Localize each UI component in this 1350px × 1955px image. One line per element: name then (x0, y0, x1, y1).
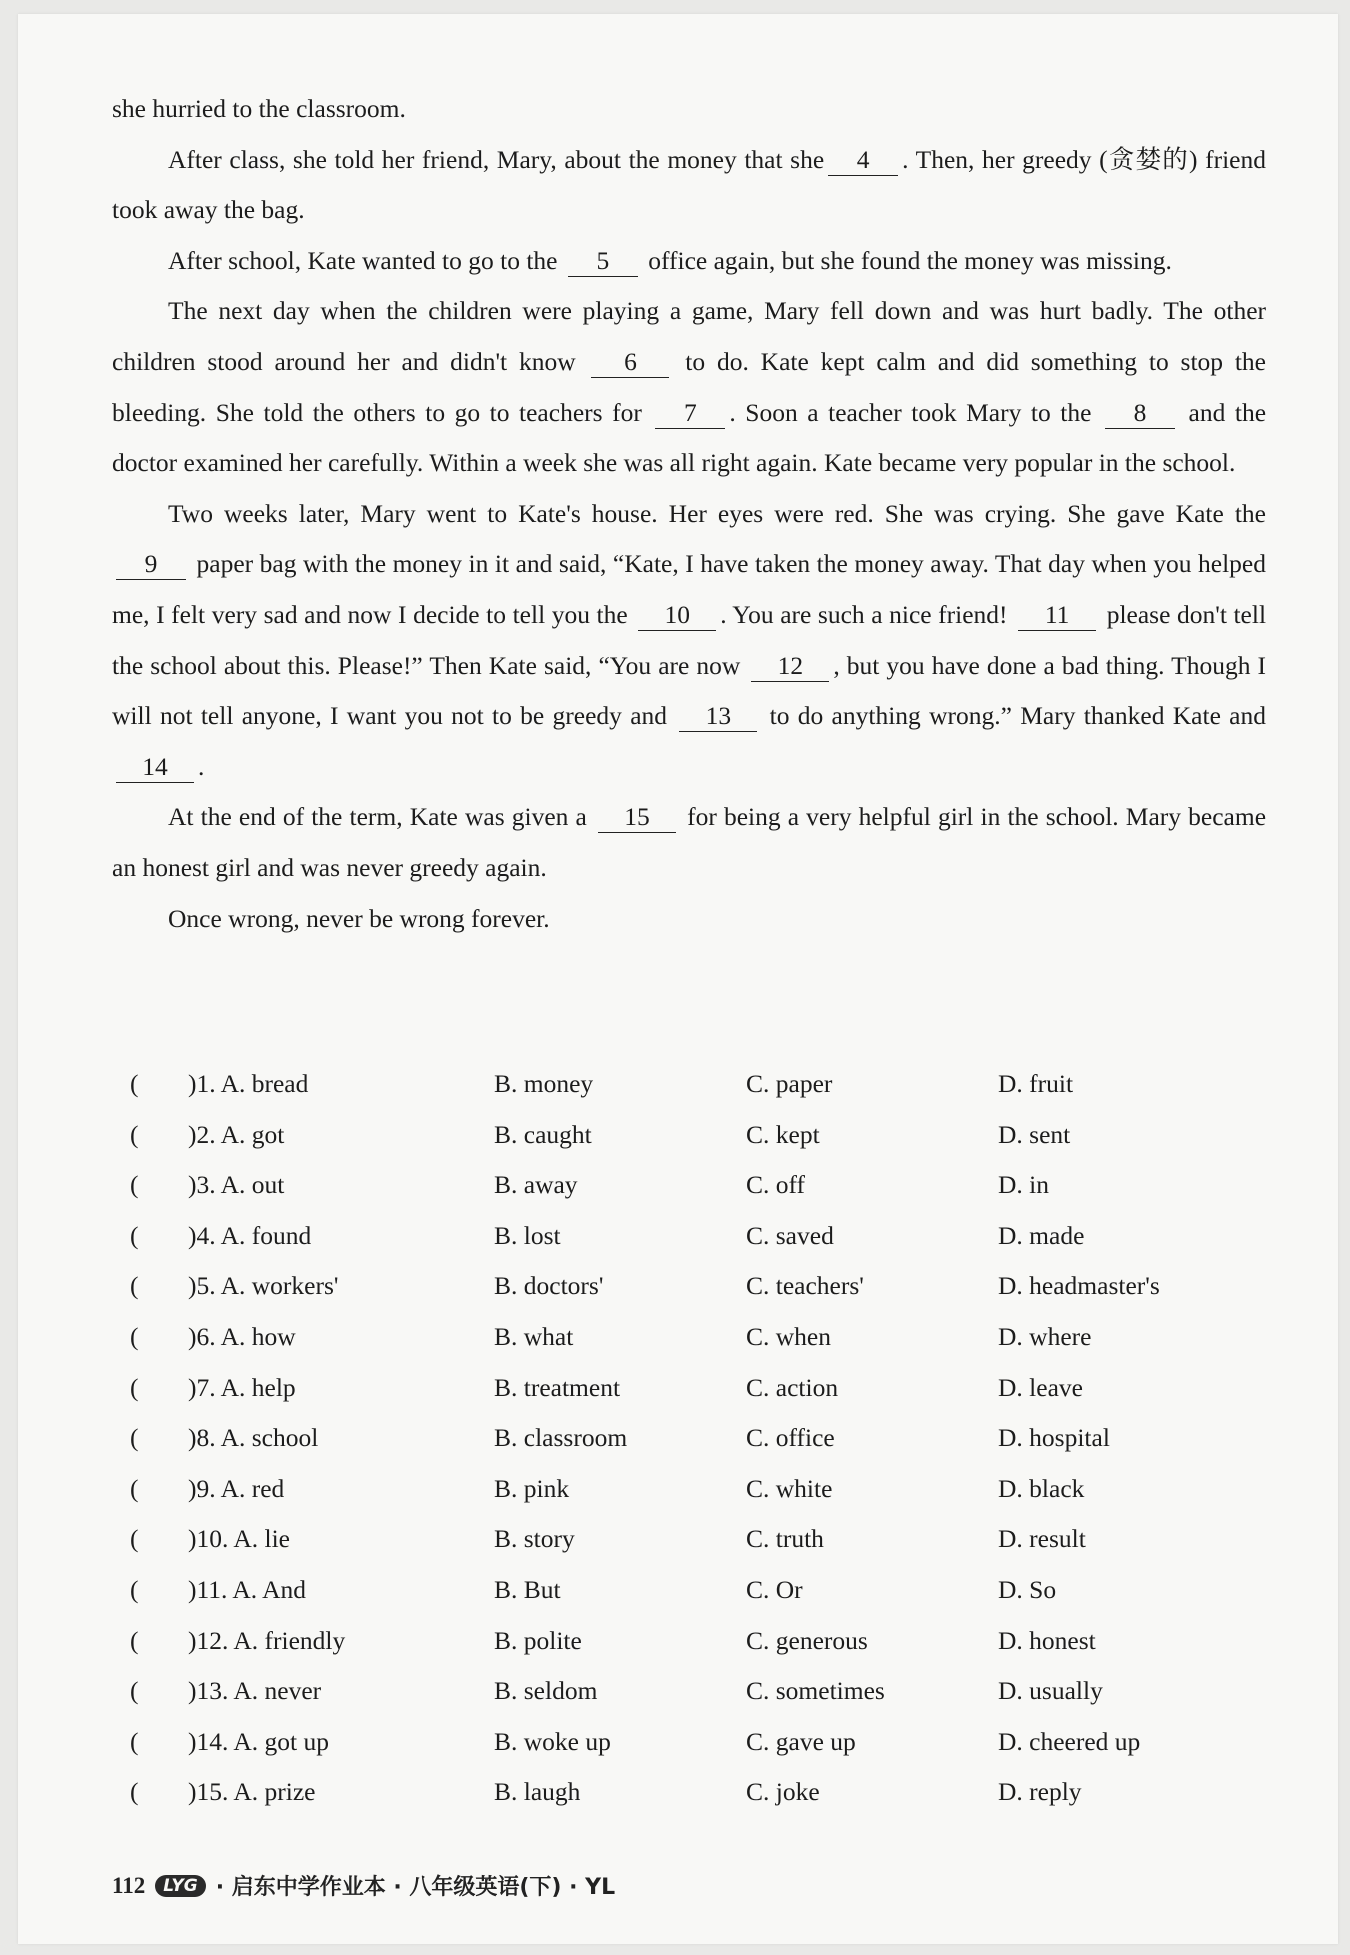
passage-text: Two weeks later, Mary went to Kate's house. Her eyes were red. She was crying. She gave Kate the (168, 498, 1266, 528)
option-a[interactable]: )11. A. And (188, 1574, 307, 1604)
option-c[interactable]: C. when (746, 1321, 831, 1351)
option-b[interactable]: B. story (494, 1524, 575, 1554)
question-row (112, 1464, 1266, 1515)
option-d[interactable]: D. in (998, 1170, 1049, 1200)
answer-paren[interactable]: ( (130, 1372, 139, 1402)
option-d[interactable]: D. black (998, 1473, 1085, 1503)
blank-13[interactable]: 13 (679, 701, 757, 732)
question-list (112, 1059, 1266, 1818)
passage-text: to do anything wrong.” Mary thanked Kate and (769, 701, 1266, 731)
option-c[interactable]: C. saved (746, 1220, 834, 1250)
paragraph (112, 84, 1266, 135)
option-b[interactable]: B. caught (494, 1119, 592, 1149)
option-a[interactable]: )5. A. workers' (188, 1271, 339, 1301)
passage-text: paper bag with the money in it and said, “Kate, I have taken the money away. That day when you helped me, I felt very sad and now I decide to tell you the (112, 549, 1267, 629)
option-d[interactable]: D. cheered up (998, 1726, 1141, 1756)
option-b[interactable]: B. doctors' (494, 1271, 604, 1301)
answer-paren[interactable]: ( (130, 1777, 139, 1807)
option-a[interactable]: )2. A. got (188, 1119, 285, 1149)
blank-11[interactable]: 11 (1018, 600, 1096, 631)
option-b[interactable]: B. what (494, 1321, 574, 1351)
answer-paren[interactable]: ( (130, 1676, 139, 1706)
passage-text: to do. Kate kept calm and did something to stop the bleeding. She told the others to go to teachers for (112, 346, 1267, 427)
option-b[interactable]: B. woke up (494, 1726, 611, 1756)
option-b[interactable]: B. pink (494, 1473, 570, 1503)
option-c[interactable]: C. gave up (746, 1726, 856, 1756)
blank-8[interactable]: 8 (1105, 398, 1175, 429)
question-row (112, 1666, 1266, 1717)
page-footer (112, 1870, 615, 1901)
option-b[interactable]: B. away (494, 1170, 578, 1200)
paragraph (112, 792, 1266, 893)
answer-paren[interactable]: ( (130, 1271, 139, 1301)
question-row (112, 1261, 1266, 1312)
option-a[interactable]: )9. A. red (188, 1473, 285, 1503)
option-d[interactable]: D. hospital (998, 1423, 1110, 1453)
answer-paren[interactable]: ( (130, 1524, 139, 1554)
option-d[interactable]: D. made (998, 1220, 1085, 1250)
option-c[interactable]: C. sometimes (746, 1676, 885, 1706)
answer-paren[interactable]: ( (130, 1574, 139, 1604)
passage-text: and the doctor examined her carefully. Within a week she was all right again. Kate became very popular in the school. (112, 397, 1267, 478)
option-c[interactable]: C. white (746, 1473, 833, 1503)
blank-5[interactable]: 5 (568, 246, 638, 277)
answer-paren[interactable]: ( (130, 1119, 139, 1149)
passage-text: please don't tell the school about this. Please!” Then Kate said, “You are now (112, 599, 1267, 680)
paragraph (112, 286, 1266, 488)
blank-7[interactable]: 7 (655, 398, 725, 429)
option-c[interactable]: C. off (746, 1170, 806, 1200)
passage-text: , but you have done a bad thing. Though I will not tell anyone, I want you not to be greedy and (112, 650, 1267, 731)
answer-paren[interactable]: ( (130, 1726, 139, 1756)
option-b[interactable]: B. But (494, 1574, 561, 1604)
question-row (112, 1059, 1266, 1110)
question-row (112, 1717, 1266, 1768)
option-a[interactable]: )7. A. help (188, 1372, 296, 1402)
option-d[interactable]: D. result (998, 1524, 1086, 1554)
blank-10[interactable]: 10 (638, 600, 716, 631)
option-c[interactable]: C. paper (746, 1069, 833, 1098)
option-c[interactable]: C. office (746, 1423, 835, 1453)
option-c[interactable]: C. teachers' (746, 1271, 864, 1301)
answer-paren[interactable]: ( (130, 1069, 139, 1098)
option-b[interactable]: B. treatment (494, 1372, 621, 1402)
answer-paren[interactable]: ( (130, 1170, 139, 1200)
passage-text: . Soon a teacher took Mary to the (729, 397, 1092, 427)
question-row (112, 1363, 1266, 1414)
paragraph (112, 894, 1266, 945)
passage-text: office again, but she found the money was missing. (648, 245, 1172, 275)
answer-paren[interactable]: ( (130, 1423, 139, 1453)
option-d[interactable]: D. So (998, 1574, 1057, 1604)
question-row (112, 1767, 1266, 1818)
question-row (112, 1312, 1266, 1363)
passage-text: she hurried to the classroom. (112, 94, 406, 123)
option-d[interactable]: D. fruit (998, 1069, 1074, 1098)
question-row (112, 1110, 1266, 1161)
option-b[interactable]: B. polite (494, 1625, 582, 1655)
option-a[interactable]: )12. A. friendly (188, 1625, 346, 1655)
passage-text: . Then, her greedy (贪婪的) friend took away the bag. (112, 144, 1266, 225)
passage-text: After class, she told her friend, Mary, about the money that she (168, 144, 825, 174)
passage-text: After school, Kate wanted to go to the (168, 245, 558, 275)
passage-text: . (198, 751, 205, 781)
option-d[interactable]: D. leave (998, 1372, 1083, 1402)
option-c[interactable]: C. Or (746, 1574, 803, 1604)
option-d[interactable]: D. sent (998, 1119, 1071, 1149)
passage-text: . You are such a nice friend! (720, 599, 1008, 629)
question-row (112, 1211, 1266, 1262)
passage-text: The next day when the children were playing a game, Mary fell down and was hurt badly. The other children stood around her and didn't know (112, 296, 1266, 376)
option-b[interactable]: B. classroom (494, 1423, 628, 1453)
publisher-logo: LYG (155, 1875, 205, 1897)
worksheet-page (18, 14, 1338, 1944)
question-row (112, 1514, 1266, 1565)
passage-text: Once wrong, never be wrong forever. (168, 903, 550, 933)
option-d[interactable]: D. usually (998, 1676, 1103, 1706)
option-c[interactable]: C. generous (746, 1625, 868, 1655)
question-row (112, 1413, 1266, 1464)
option-d[interactable]: D. where (998, 1321, 1092, 1351)
passage-text: At the end of the term, Kate was given a (168, 802, 587, 832)
question-row (112, 1565, 1266, 1616)
blank-12[interactable]: 12 (751, 651, 829, 682)
question-row (112, 1160, 1266, 1211)
option-c[interactable]: C. kept (746, 1119, 820, 1149)
option-a[interactable]: )8. A. school (188, 1423, 319, 1453)
option-c[interactable]: C. action (746, 1372, 839, 1402)
blank-9[interactable]: 9 (116, 549, 186, 580)
option-d[interactable]: D. honest (998, 1625, 1096, 1655)
option-a[interactable]: )15. A. prize (188, 1777, 316, 1807)
option-a[interactable]: )6. A. how (188, 1321, 296, 1351)
blank-15[interactable]: 15 (598, 802, 676, 833)
paragraph (112, 489, 1266, 793)
option-a[interactable]: )4. A. found (188, 1220, 312, 1250)
answer-paren[interactable]: ( (130, 1625, 139, 1655)
option-c[interactable]: C. truth (746, 1524, 824, 1554)
passage-text: for being a very helpful girl in the school. Mary became an honest girl and was never greedy again. (112, 802, 1267, 882)
option-a[interactable]: )3. A. out (188, 1170, 285, 1200)
paragraph (112, 236, 1266, 287)
page-number: 112 (112, 1872, 146, 1898)
answer-paren[interactable]: ( (130, 1473, 139, 1503)
answer-paren[interactable]: ( (130, 1321, 139, 1351)
reading-passage (112, 84, 1266, 944)
option-a[interactable]: )10. A. lie (188, 1524, 290, 1554)
option-a[interactable]: )14. A. got up (188, 1726, 329, 1756)
question-row (112, 1616, 1266, 1667)
blank-14[interactable]: 14 (116, 752, 194, 783)
option-a[interactable]: )13. A. never (188, 1676, 322, 1706)
book-title: · 启东中学作业本 · 八年级英语(下) · YL (215, 1875, 616, 1900)
option-b[interactable]: B. laugh (494, 1777, 581, 1807)
option-d[interactable]: D. headmaster's (998, 1271, 1160, 1301)
option-b[interactable]: B. lost (494, 1220, 561, 1250)
option-d[interactable]: D. reply (998, 1777, 1082, 1807)
answer-paren[interactable]: ( (130, 1220, 139, 1250)
option-c[interactable]: C. joke (746, 1777, 820, 1807)
option-b[interactable]: B. seldom (494, 1676, 598, 1706)
option-a[interactable]: )1. A. bread (188, 1069, 309, 1098)
option-b[interactable]: B. money (494, 1069, 594, 1098)
blank-4[interactable]: 4 (828, 145, 898, 176)
paragraph (112, 135, 1266, 236)
blank-6[interactable]: 6 (591, 347, 669, 378)
